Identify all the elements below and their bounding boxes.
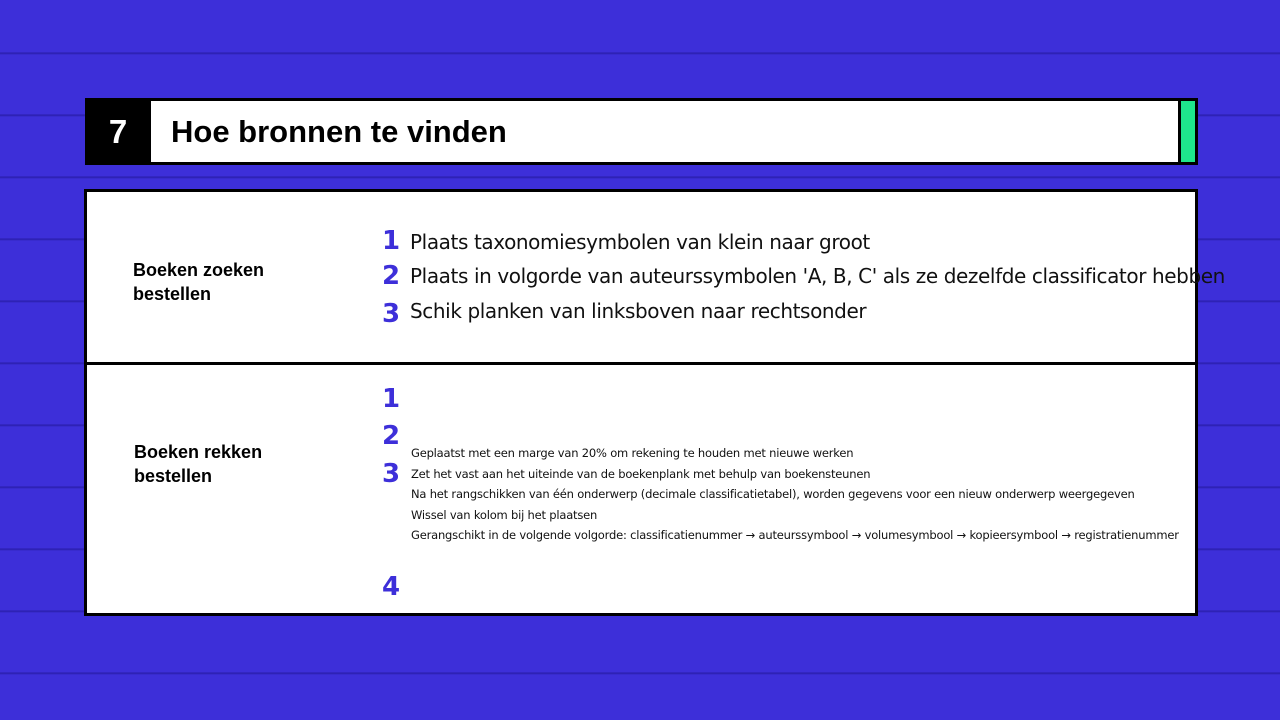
list-item: Na het rangschikken van één onderwerp (decimale classificatietabel), worden gegevens voor een nieuw onderwerp weergegeven bbox=[411, 487, 1135, 501]
list-item: Gerangschikt in de volgende volgorde: classificatienummer → auteurssymbool → volumesymbool → kopieersymbool → registratienummer bbox=[411, 528, 1179, 542]
section-panel-search bbox=[84, 189, 1225, 365]
list-item: Schik planken van linksboven naar rechtsonder bbox=[410, 299, 867, 323]
step-number: 4 bbox=[381, 572, 401, 602]
list-item: Geplaatst met een marge van 20% om rekening te houden met nieuwe werken bbox=[411, 446, 854, 460]
instruction-list bbox=[411, 443, 1179, 546]
step-number: 3 bbox=[381, 299, 401, 329]
step-number: 3 bbox=[381, 459, 401, 489]
section-label: Boeken zoeken bestellen bbox=[133, 260, 265, 304]
section-panel-shelving bbox=[84, 362, 1198, 616]
slide-header bbox=[85, 98, 1198, 165]
section-number: 7 bbox=[108, 112, 128, 150]
step-number: 2 bbox=[381, 421, 401, 451]
step-number: 1 bbox=[381, 226, 401, 256]
page-title: Hoe bronnen te vinden bbox=[151, 101, 1178, 162]
step-number: 1 bbox=[381, 384, 401, 414]
section-label: Boeken rekken bestellen bbox=[134, 442, 263, 486]
list-item: Plaats in volgorde van auteurssymbolen 'A, B, C' als ze dezelfde classificator hebben bbox=[410, 264, 1225, 288]
list-item: Zet het vast aan het uiteinde van de boekenplank met behulp van boekensteunen bbox=[411, 466, 871, 481]
step-number: 2 bbox=[381, 261, 401, 291]
list-item: Plaats taxonomiesymbolen van klein naar groot bbox=[410, 230, 870, 254]
title-accent-bar bbox=[1181, 101, 1195, 162]
list-item: Wissel van kolom bij het plaatsen bbox=[411, 507, 598, 522]
